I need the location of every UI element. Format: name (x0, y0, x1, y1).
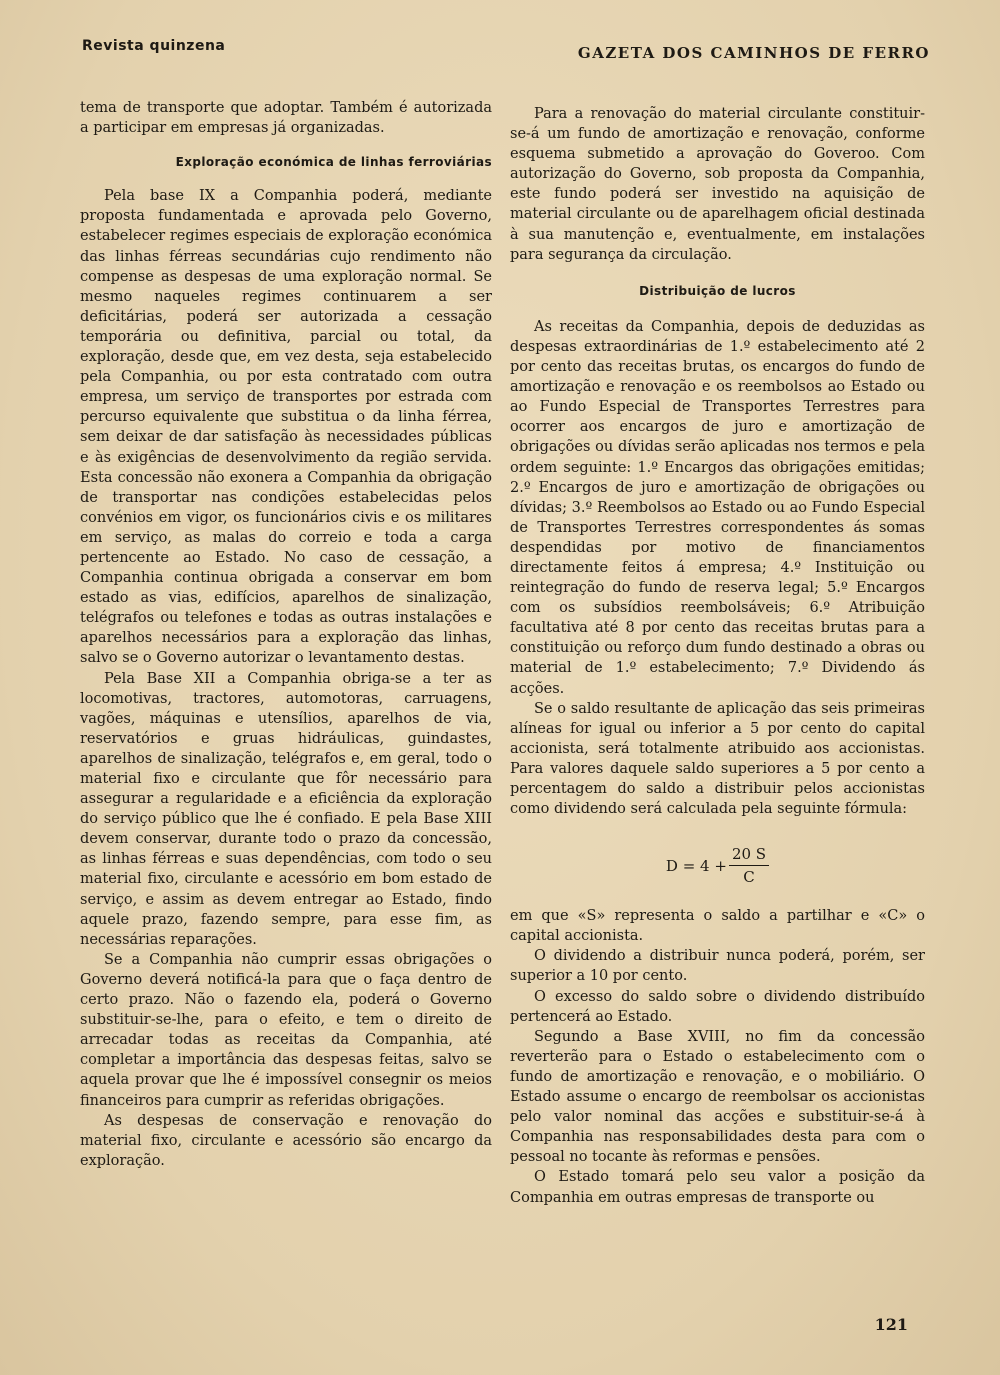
paragraph: O excesso do saldo sobre o dividendo distribuído pertencerá ao Estado. (510, 988, 925, 1025)
paragraph: As despesas de conservação e renovação do material fixo, circulante e acessório são encargo da exploração. (80, 1112, 492, 1169)
left-column (80, 98, 492, 1171)
formula-denominator: C (743, 868, 755, 887)
formula-fraction (729, 845, 769, 886)
paragraph: Pela base IX a Companhia poderá, mediante proposta fundamentada e aprovada pelo Governo, estabelecer regimes especiais de exploração económica das linhas férreas secundárias cujo rendimento não compense as despesas de uma exploração normal. Se mesmo naqueles regimes continuarem a ser deficitárias, poderá ser autorizada a cessação temporária ou definitiva, parcial ou total, da exploração, desde que, em vez desta, seja estabelecido pela Companhia, ou por esta contratado com outra empresa, um serviço de transportes por estrada com percurso equivalente que substitua o da linha férrea, sem deixar de dar satisfação às necessidades públicas e às exigências de desenvolvimento da região servida. Esta concessão não exonera a Companhia da obrigação de transportar nas condições estabelecidas pelos convénios em vigor, os funcionários civis e os militares em serviço, as malas do correio e toda a carga pertencente ao Estado. No caso de cessação, a Companhia continua obrigada a conservar em bom estado as vias, edifícios, aparelhos de sinalização, telégrafos ou telefones e todas as outras instalações e aparelhos necessários para a exploração das linhas, salvo se o Governo autorizar o levantamento destas. (80, 188, 492, 667)
page-number: 121 (874, 1315, 908, 1334)
dividend-formula (510, 845, 925, 886)
paragraph: O Estado tomará pelo seu valor a posição da Companhia em outras empresas de transporte ou (510, 1169, 925, 1206)
section-heading: Distribuição de lucros (639, 283, 796, 298)
formula-lhs: D = 4 + (665, 856, 727, 875)
running-header-right: GAZETA DOS CAMINHOS DE FERRO (577, 44, 930, 62)
paragraph: Se o saldo resultante de aplicação das seis primeiras alíneas for igual ou inferior a 5 por cento do capital accionista, será totalmente atribuido aos accionistas. Para valores daquele saldo superiores a 5 por cento a percentagem do saldo a distribuir pelos accionistas como dividendo será calculada pela seguinte fórmula: (510, 700, 925, 818)
paragraph: em que «S» representa o saldo a partilhar e «C» o capital accionista. (510, 908, 925, 945)
section-heading: Exploração económica de linhas ferroviárias (175, 155, 492, 170)
paragraph: O dividendo a distribuir nunca poderá, porém, ser superior a 10 por cento. (510, 948, 925, 985)
paragraph: Para a renovação do material circulante constituir-se-á um fundo de amortização e renovação, conforme esquema submetido a aprovação do Goveroo. Com autorização do Governo, sob proposta da Companhia, este fundo poderá ser investido na aquisição de material circulante ou de aparelhagem oficial destinada à sua manutenção e, eventualmente, em instalações para segurança da circulação. (510, 106, 925, 263)
paragraph: Se a Companhia não cumprir essas obrigações o Governo deverá notificá-la para que o faça dentro de certo prazo. Não o fazendo ela, poderá o Governo substituir-se-lhe, para o efeito, e tem o direito de arrecadar todas as receitas da Companhia, até completar a importância das despesas feitas, salvo se aquela provar que lhe é impossível consegnir os meios financeiros para cumprir as referidas obrigações. (80, 951, 492, 1109)
running-header-left: Revista quinzena (82, 38, 226, 54)
paragraph: Segundo a Base XVIII, no fim da concessão reverterão para o Estado o estabelecimento com o fundo de amortização e renovação, e o mobiliário. O Estado assume o encargo de reembolsar os accionistas pelo valor nominal das acções e substituir-se-á à Companhia nas responsabilidades desta para com o pessoal no tocante às reformas e pensões. (510, 1028, 925, 1166)
paragraph: tema de transporte que adoptar. Também é autorizada a participar em empresas já organizadas. (80, 100, 492, 137)
formula-numerator: 20 S (729, 845, 769, 866)
paragraph: As receitas da Companhia, depois de deduzidas as despesas extraordinárias de 1.º estabelecimento até 2 por cento das receitas brutas, os encargos do fundo de amortização e renovação e os reembolsos ao Estado ou ao Fundo Especial de Transportes Terrestres para ocorrer aos encargos de juro e amortização de obrigações ou dívidas serão aplicadas nos termos e pela ordem seguinte: 1.º Encargos das obrigações emitidas; 2.º Encargos de juro e amortização de obrigações ou dívidas; 3.º Reembolsos ao Estado ou ao Fundo Especial de Transportes Terrestres correspondentes ás somas despendidas por motivo de financiamentos directamente feitos á empresa; 4.º Instituição ou reintegração do fundo de reserva legal; 5.º Encargos com os subsídios reembolsáveis; 6.º Atribuição facultativa até 8 por cento das receitas brutas para a constituição ou reforço dum fundo destinado a obras ou material de 1.º estabelecimento; 7.º Dividendo ás acções. (510, 318, 925, 697)
paragraph: Pela Base XII a Companhia obriga-se a ter as locomotivas, tractores, automotoras, carruagens, vagões, máquinas e utensílios, aparelhos de via, reservatórios e gruas hidráulicas, guindastes, aparelhos de sinalização, telégrafos e, em geral, todo o material fixo e circulante que fôr necessário para assegurar a regularidade e a eficiência da exploração do serviço público que lhe é confiado. E pela Base XIII devem conservar, durante todo o prazo da concessão, as linhas férreas e suas dependências, com todo o seu material fixo, circulante e acessório em bom estado de serviço, e assim as devem entregar ao Estado, findo aquele prazo, fazendo sempre, para esse fim, as necessárias reparações. (80, 670, 492, 948)
right-column (510, 104, 925, 1208)
